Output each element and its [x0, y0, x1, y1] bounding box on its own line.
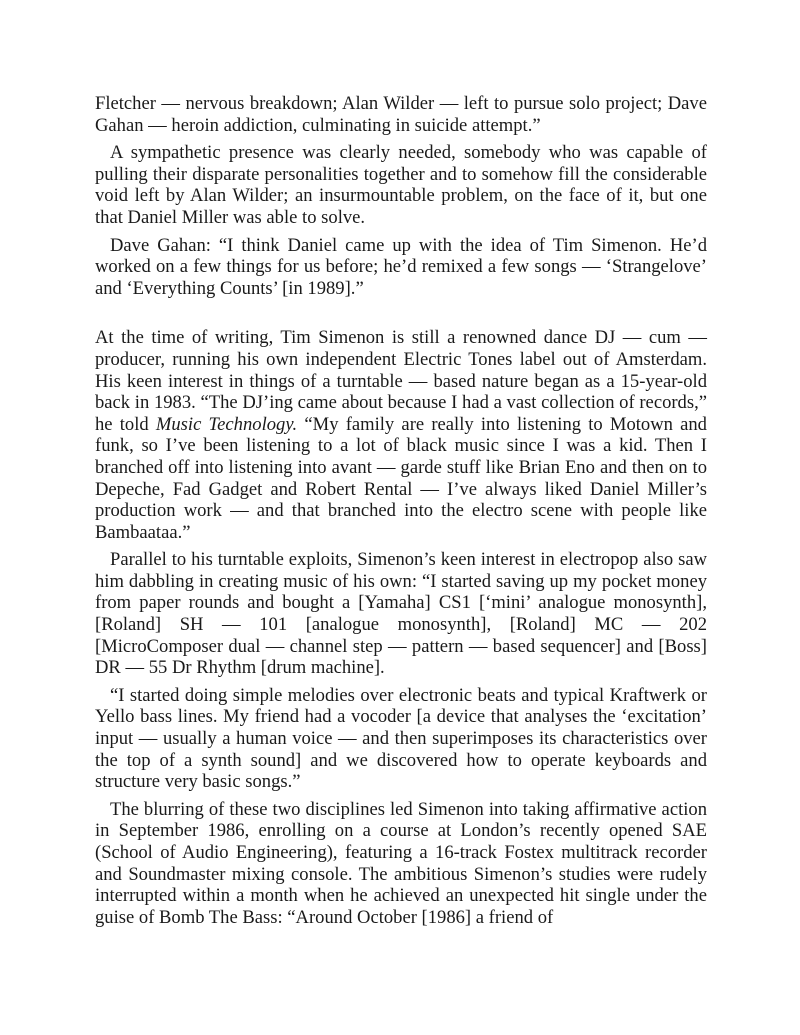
paragraph-electropop-gear: Parallel to his turntable exploits, Simenon’s keen interest in electropop also saw him dabbling in creating music of his own: “I started saving up my pocket money from paper rounds and bought a [Yamaha] CS1 [‘mini’ analogue monosynth], [Roland] SH — 101 [analogue monosynth], [Roland] MC — 202 [MicroComposer dual — channel step — pattern — based sequencer] and [Boss] DR — 55 Dr Rhythm [drum machine]. — [95, 549, 707, 679]
paragraph-tim-simenon-intro — [95, 327, 707, 543]
publication-title: Music Technology. — [155, 413, 298, 435]
paragraph-sae-course: The blurring of these two disciplines led Simenon into taking affirmative action in September 1986, enrolling on a course at London’s recently opened SAE (School of Audio Engineering), featuring a 16-track Fostex multitrack recorder and Soundmaster mixing console. The ambitious Simenon’s studies were rudely interrupted within a month when he achieved an unexpected hit single under the guise of Bomb The Bass: “Around October [1986] a friend of — [95, 798, 707, 928]
text-after-italic: “My family are really into listening to Motown and funk, so I’ve been listening to a lot of black music since I was a kid. Then I branched off into listening into avant — garde stuff like Brian Eno and then on to Depeche, Fad Gadget and Robert Rental — I’ve always liked Daniel Miller’s production work — and that branched into the electro scene with people like Bambaataa.” — [95, 413, 707, 543]
text-before-italic: At the time of writing, Tim Simenon is still a renowned dance DJ — cum — producer, running his own independent Electric Tones label out of Amsterdam. His keen interest in things of a turntable — based nature began as a 15-year-old back in 1983. “The DJ’ing came about because I had a vast collection of records,” he told — [95, 327, 707, 435]
paragraph-sympathetic-presence: A sympathetic presence was clearly needed, somebody who was capable of pulling their disparate personalities together and to somehow fill the considerable void left by Alan Wilder; an insurmountable problem, on the face of it, but one that Daniel Miller was able to solve. — [95, 142, 707, 228]
paragraph-gahan-quote: Dave Gahan: “I think Daniel came up with the idea of Tim Simenon. He’d worked on a few things for us before; he’d remixed a few songs — ‘Strangelove’ and ‘Everything Counts’ [in 1989].” — [95, 234, 707, 299]
paragraph-simple-melodies: “I started doing simple melodies over electronic beats and typical Kraftwerk or Yello bass lines. My friend had a vocoder [a device that analyses the ‘excitation’ input — usually a human voice — and then superimposes its characteristics over the top of a synth sound] and we discovered how to operate keyboards and structure very basic songs.” — [95, 684, 707, 793]
document-page — [95, 93, 707, 928]
paragraph-band-troubles: Fletcher — nervous breakdown; Alan Wilder — left to pursue solo project; Dave Gahan — heroin addiction, culminating in suicide attempt.” — [95, 93, 707, 136]
